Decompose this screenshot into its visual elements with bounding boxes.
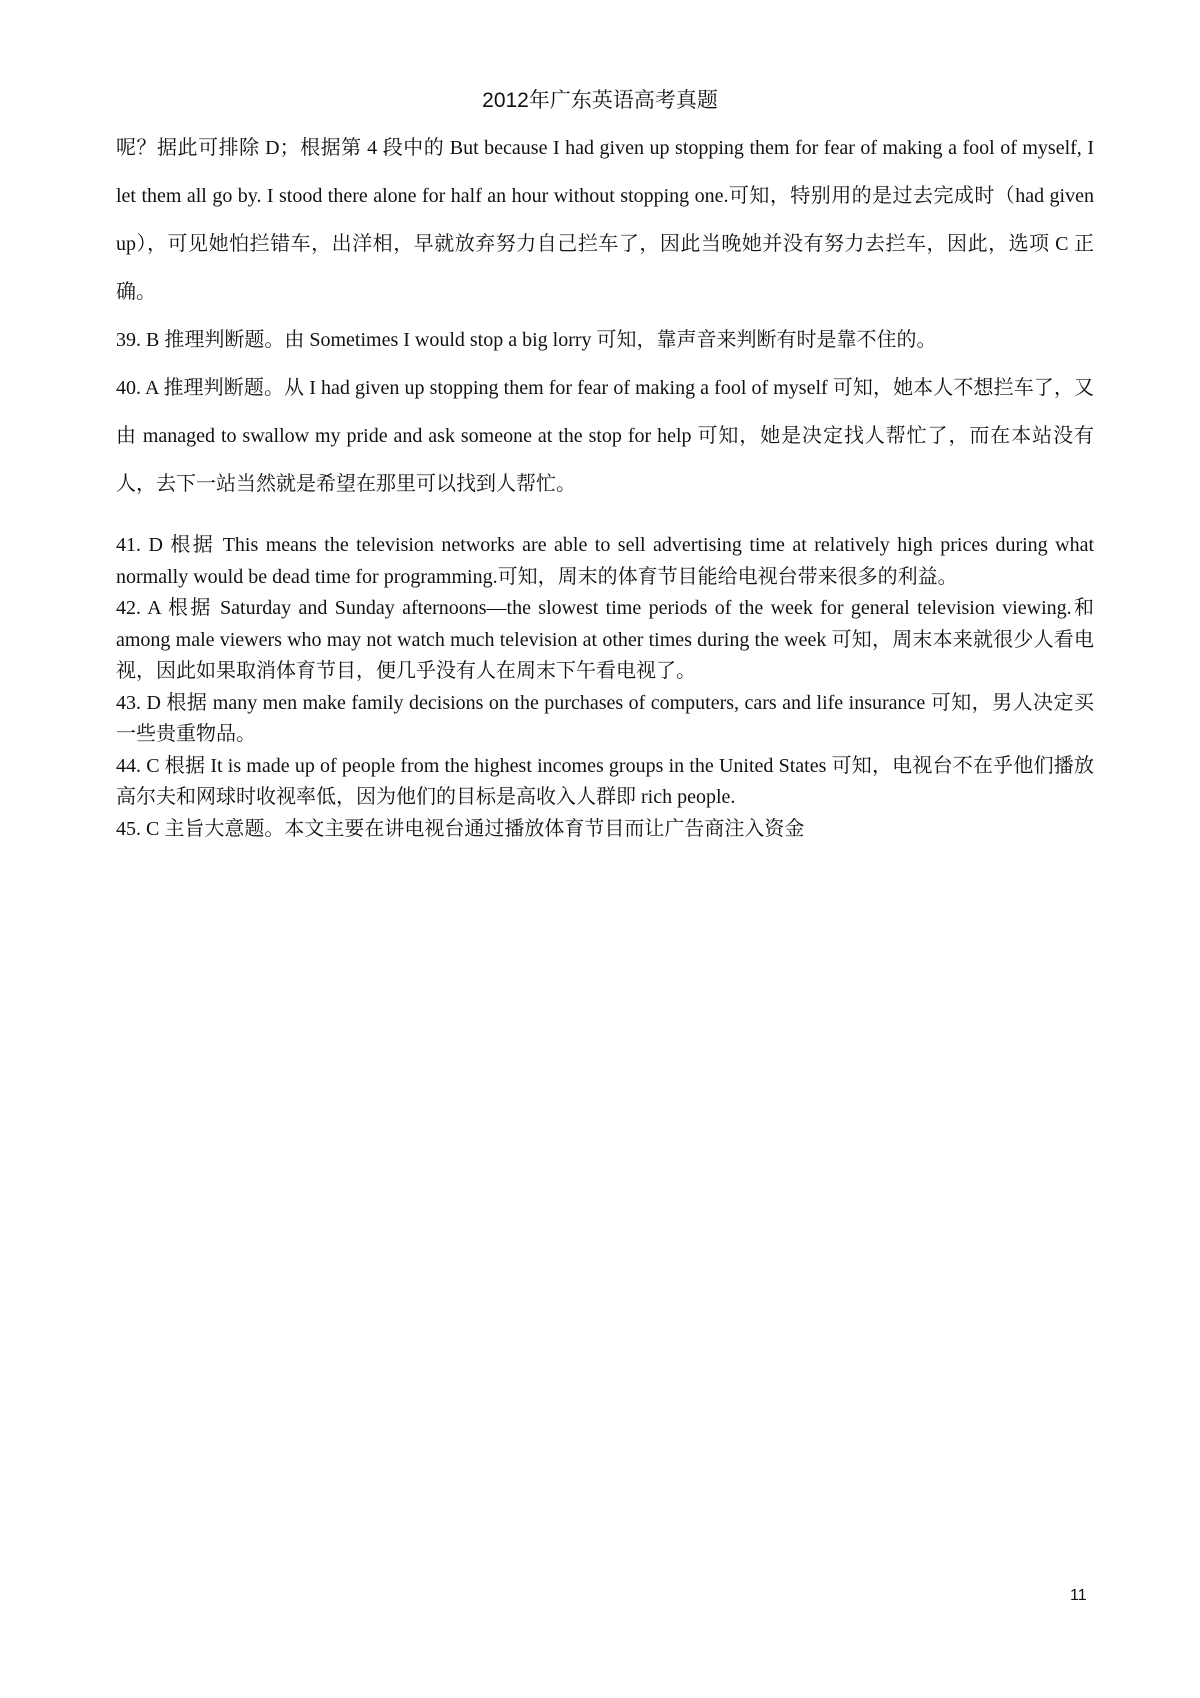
- explanation-42: 42. A 根据 Saturday and Sunday afternoons—the slowest time periods of the week for general television viewing.和 among male viewers who may not watch much television at other times during the week 可知，周末本来就很少人看电视，因此如果取消体育节目，便几乎没有人在周末下午看电视了。: [116, 597, 1094, 682]
- explanation-43: 43. D 根据 many men make family decisions on the purchases of computers, cars and life insurance 可知，男人决定买一些贵重物品。: [116, 691, 1094, 745]
- answer-explanations-part-2: [116, 530, 1094, 845]
- explanation-38-continued: 呢？据此可排除 D；根据第 4 段中的 But because I had given up stopping them for fear of making a fool of myself, I let them all go by. I stood there alone for half an hour without stopping one.可知，特别用的是过去完成时（had given up），可见她怕拦错车，出洋相，早就放弃努力自己拦车了，因此当晚她并没有努力去拦车，因此，选项 C 正确。: [116, 137, 1094, 303]
- page-title: 2012年广东英语高考真题: [482, 89, 718, 112]
- explanation-40: 40. A 推理判断题。从 I had given up stopping them for fear of making a fool of myself 可知，她本人不想拦车了，又由 managed to swallow my pride and ask someone at the stop for help 可知，她是决定找人帮忙了，而在本站没有人，去下一站当然就是希望在那里可以找到人帮忙。: [116, 377, 1094, 495]
- page-number: 11: [1070, 1587, 1087, 1604]
- explanation-44: 44. C 根据 It is made up of people from the highest incomes groups in the United States 可知，电视台不在乎他们播放高尔夫和网球时收视率低，因为他们的目标是高收入人群即 rich people.: [116, 754, 1094, 808]
- explanation-41: 41. D 根据 This means the television networks are able to sell advertising time at relatively high prices during what normally would be dead time for programming.可知，周末的体育节目能给电视台带来很多的利益。: [116, 534, 1094, 588]
- explanation-39: 39. B 推理判断题。由 Sometimes I would stop a big lorry 可知，靠声音来判断有时是靠不住的。: [116, 329, 937, 351]
- answer-explanations-part-1: [116, 124, 1094, 508]
- explanation-45: 45. C 主旨大意题。本文主要在讲电视台通过播放体育节目而让广告商注入资金: [116, 817, 805, 840]
